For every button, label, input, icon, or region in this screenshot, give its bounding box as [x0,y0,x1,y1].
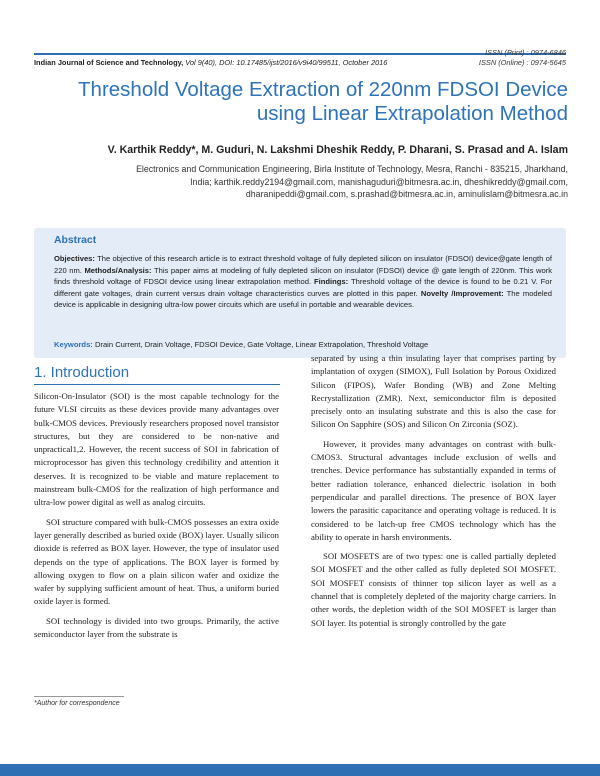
objectives-text: The objective of this research article is to extract threshold voltage of fully depleted silicon on insulator (FDSOI) device@gate length of 220 nm. [54,254,552,275]
footnote: *Author for correspondence [34,700,120,707]
affiliation-line: India; karthik.reddy2194@gmail.com, manishaguduri@bitmesra.ac.in, dheshikreddy@gmail.com, [190,176,568,187]
footer-bar [0,764,600,776]
abstract-text [54,253,552,311]
methods-label: Methods/Analysis: [81,265,152,275]
affiliation-line: dharanipeddi@gmail.com, s.prashad@bitmesra.ac.in, aminulislam@bitmesra.ac.in [245,189,568,199]
keywords [54,340,552,349]
paragraph: SOI structure compared with bulk-CMOS possesses an extra oxide layer generally described as buried oxide (BOX) layer. Usually silicon dioxide is referred as BOX layer. However, the type of insulator used depends on the type of applications. The BOX layer is formed by allowing oxygen to flow on a plain silicon wafer and oxidize the wafer by supplying sufficient amount of heat. Thus, a uniform buried oxide layer is formed. [34,516,279,607]
issn-print: ISSN (Print) : 0974-6846 [485,48,566,57]
issn-online: ISSN (Online) : 0974-5645 [478,58,566,67]
keywords-text: Drain Current, Drain Voltage, FDSOI Device, Gate Voltage, Linear Extrapolation, Threshold Voltage [92,340,429,349]
paper-title: Threshold Voltage Extraction of 220nm FDSOI Device using Linear Extrapolation Method [78,78,568,125]
column-right [311,352,556,630]
novelty-label: Novelty /Improvement: [417,288,504,298]
journal-citation [34,58,387,67]
findings-text: Threshold voltage of the device is found to be 0.21 V. For different gate voltages, drain current versus drain voltage characteristics curves are plotted in this paper. [54,277,552,298]
paragraph: separated by using a thin insulating layer that comprises parting by implantation of oxygen (SIMOX), Full Isolation by Porous Oxidized Silicon (FIPOS), Wafer Bonding (WB) and Zone Melting Recrystallization (ZMR). Next, semiconductor film is deposited precisely onto an insulating substrate and this is also the case for Silicon On Sapphire (SOS) and Silicon On Zirconia (SOZ). [311,353,556,430]
paragraph: However, it provides many advantages on contrast with bulk-CMOS3. Structural advantages include exclusion of wells and trenches. Device performance has substantially expanded in terms of better radiation tolerance, enhanced dielectric isolation in both perpendicular and parallel directions. The presence of BOX layer lowers the parasitic capacitance and operating voltage is reduced. It is considered to be latch-up free CMOS technology which has the ability to operate in harsh environments. [311,438,556,542]
paragraph: SOI MOSFETS are of two types: one is called partially depleted SOI MOSFET and the other called as fully depleted SOI MOSFET. SOI MOSFET consists of thinner top silicon layer as well as a channel that is completely depleted of the majority charge carriers. In other words, the depletion width of the SOI MOSFET is larger than SOI layer. Its potential is strongly controlled by the gate [311,551,556,628]
objectives-label: Objectives: [54,254,95,263]
journal-name: Indian Journal of Science and Technology, [34,58,184,67]
findings-label: Findings: [311,277,349,287]
author-list: V. Karthik Reddy*, M. Guduri, N. Lakshmi Dheshik Reddy, P. Dharani, S. Prasad and A. Islam [107,144,568,156]
paragraph: SOI technology is divided into two groups. Primarily, the active semiconductor layer from the substrate is [34,615,279,640]
affiliation [60,163,568,201]
abstract-heading: Abstract [54,235,97,246]
journal-meta: Vol 9(40), DOI: 10.17485/ijst/2016/v9i40/99511, October 2016 [185,58,388,67]
novelty-text: The modeled device is applicable in designing ultra-low power circuits which are useful in portable and wearable devices. [54,288,552,310]
affiliation-line: Electronics and Communication Engineering, Birla Institute of Technology, Mesra, Ranchi - 835215, Jharkhand, [136,164,568,174]
keywords-label: Keywords: [54,340,93,349]
footnote-rule [34,696,124,697]
section-rule [34,384,280,385]
issn-block [479,48,566,68]
paragraph: Silicon-On-Insulator (SOI) is the most capable technology for the future VLSI circuits as these devices provide many advantages over bulk-CMOS devices. Previously researchers proposed novel transistor structures, but they are considered to be non-native and unpractical1,2. However, the recent success of SOI in fabrication of microprocessor has given this technology credibility and attention it deserves. It is recognized to be viable and mature replacement to mainstream bulk-CMOS for the realization of high performance and ultra-low power digital as well as analog circuits. [34,391,279,508]
column-left [34,390,279,641]
section-heading: 1. Introduction [34,364,130,381]
methods-text: This paper aims at modeling of fully depleted silicon on insulator (FDSOI) device @ gate length of 220nm. This work finds threshold voltage of FDSOI device using linear extrapolation method. [54,265,552,287]
